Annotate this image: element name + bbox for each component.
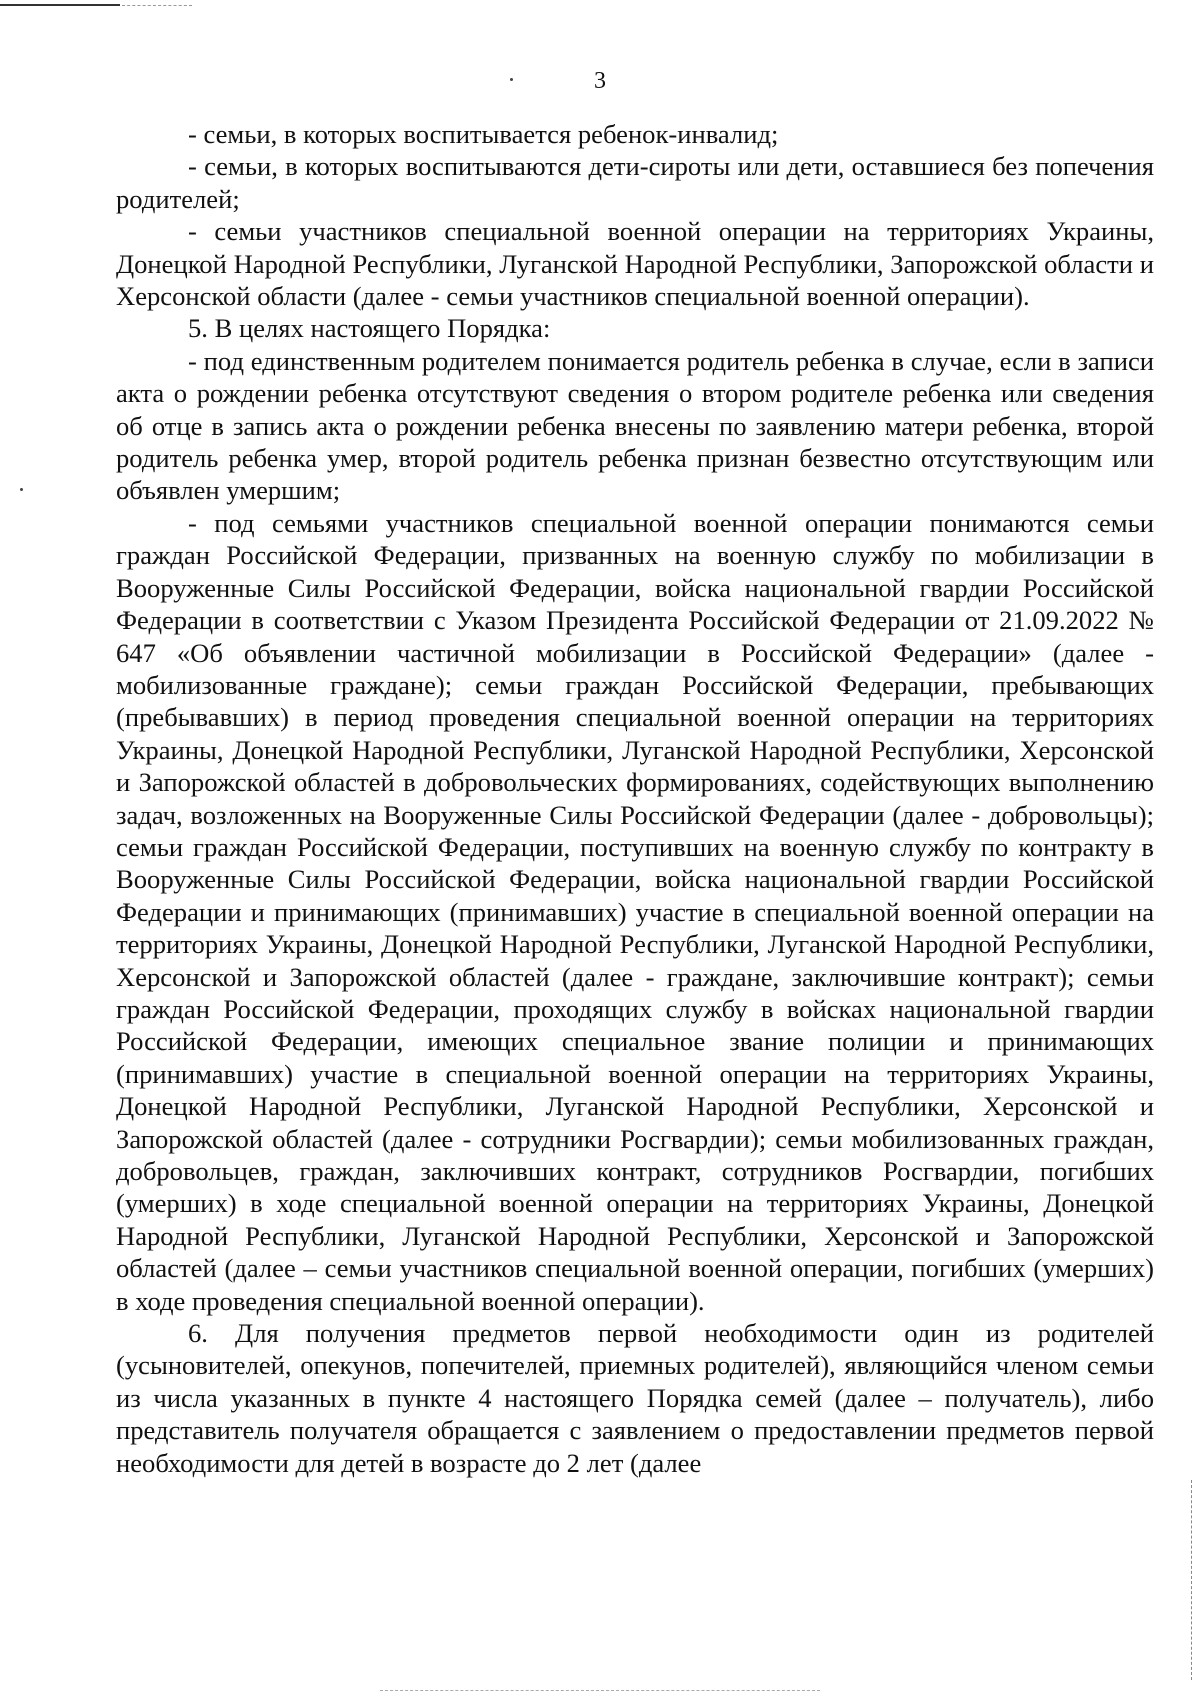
scan-artifact-dash [122,5,192,6]
document-body [116,118,1154,1479]
scan-speck [510,78,513,81]
paragraph-svo-families-definition: - под семьями участников специальной военной операции понимаются семьи граждан Российской Федерации, призванных на военную службу по мобилизации в Вооруженные Силы Российской Федерации, войска национальной гвардии Российской Федерации в соответствии с Указом Президента Российской Федерации от 21.09.2022 № 647 «Об объявлении частичной мобилизации в Российской Федерации» (далее - мобилизованные граждане); семьи граждан Российской Федерации, пребывающих (пребывавших) в период проведения специальной военной операции на территориях Украины, Донецкой Народной Республики, Луганской Народной Республики, Херсонской и Запорожской областей в добровольческих формированиях, содействующих выполнению задач, возложенных на Вооруженные Силы Российской Федерации (далее - добровольцы); семьи граждан Российской Федерации, поступивших на военную службу по контракту в Вооруженные Силы Российской Федерации, войска национальной гвардии Российской Федерации и принимающих (принимавших) участие в специальной военной операции на территориях Украины, Донецкой Народной Республики, Луганской Народной Республики, Херсонской и Запорожской областей (далее - граждане, заключившие контракт); семьи граждан Российской Федерации, проходящих службу в войсках национальной гвардии Российской Федерации, имеющих специальное звание полиции и принимающих (принимавших) участие в специальной военной операции на территориях Украины, Донецкой Народной Республики, Луганской Народной Республики, Херсонской и Запорожской областей (далее - сотрудники Росгвардии); семьи мобилизованных граждан, добровольцев, граждан, заключивших контракт, сотрудников Росгвардии, погибших (умерших) в ходе специальной военной операции на территориях Украины, Донецкой Народной Республики, Луганской Народной Республики, Херсонской и Запорожской областей (далее – семьи участников специальной военной операции, погибших (умерших) в ходе проведения специальной военной операции). [116,507,1154,1316]
paragraph-section-5-heading: 5. В целях настоящего Порядка: [188,313,551,344]
scan-speck [20,488,23,491]
paragraph-section-6: 6. Для получения предметов первой необходимости один из родителей (усыновителей, опекунов, попечителей, приемных родителей), являющийся членом семьи из числа указанных в пункте 4 настоящего Порядка семей (далее – получатель), либо представитель получателя обращается с заявлением о предоставлении предметов первой необходимости для детей в возрасте до 2 лет (далее [116,1318,1154,1478]
paragraph-list-item-disabled-child: - семьи, в которых воспитывается ребенок-инвалид; [188,119,779,149]
scan-bottom-artifact [380,1690,820,1691]
paragraph-single-parent-definition: - под единственным родителем понимается родитель ребенка в случае, если в записи акта о рождении ребенка отсутствуют сведения о втором родителе ребенка или сведения об отце в запись акта о рождении ребенка внесены по заявлению матери ребенка, второй родитель ребенка умер, второй родитель ребенка признан безвестно отсутствующим или объявлен умершим; [116,345,1154,506]
paragraph-list-item-orphans: - семьи, в которых воспитываются дети-сироты или дети, оставшиеся без попечения родителей; [116,151,1154,214]
scan-artifact-line [0,4,120,6]
paragraph-list-item-svo-families: - семьи участников специальной военной операции на территориях Украины, Донецкой Народной Республики, Луганской Народной Республики, Запорожской области и Херсонской области (далее - семьи участников специальной военной операции). [116,216,1154,312]
page-number: 3 [594,68,606,94]
scan-edge-artifact [1191,1480,1192,1680]
